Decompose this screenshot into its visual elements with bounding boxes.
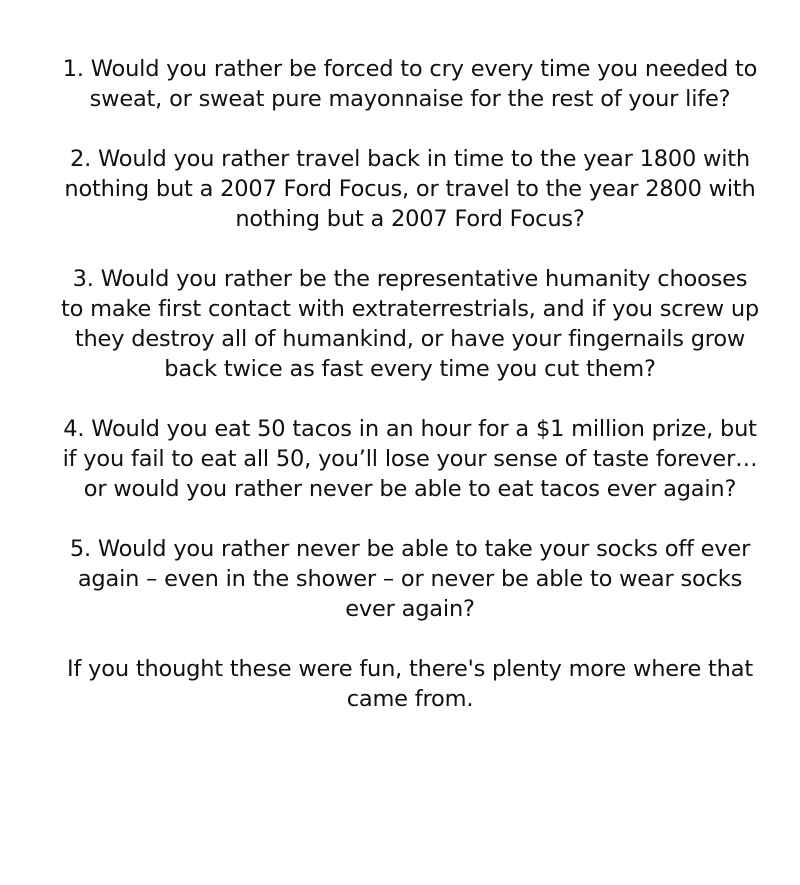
question-3: 3. Would you rather be the representative humanity chooses to make first contact with extraterrestrials, and if you screw up they destroy all of humankind, or have your fingernails grow back twice as fast every time you cut them?: [61, 266, 759, 382]
closing-text: If you thought these were fun, there's plenty more where that came from.: [67, 656, 753, 712]
questions-document: [60, 54, 760, 714]
question-5: 5. Would you rather never be able to take your socks off ever again – even in the shower – or never be able to wear socks ever again?: [69, 536, 751, 622]
question-2: 2. Would you rather travel back in time to the year 1800 with nothing but a 2007 Ford Focus, or travel to the year 2800 with nothing but a 2007 Ford Focus?: [64, 146, 756, 232]
question-4: 4. Would you eat 50 tacos in an hour for a $1 million prize, but if you fail to eat all 50, you’ll lose your sense of taste forever… or would you rather never be able to eat tacos ever again?: [62, 416, 758, 502]
question-1: 1. Would you rather be forced to cry every time you needed to sweat, or sweat pure mayonnaise for the rest of your life?: [62, 56, 758, 112]
